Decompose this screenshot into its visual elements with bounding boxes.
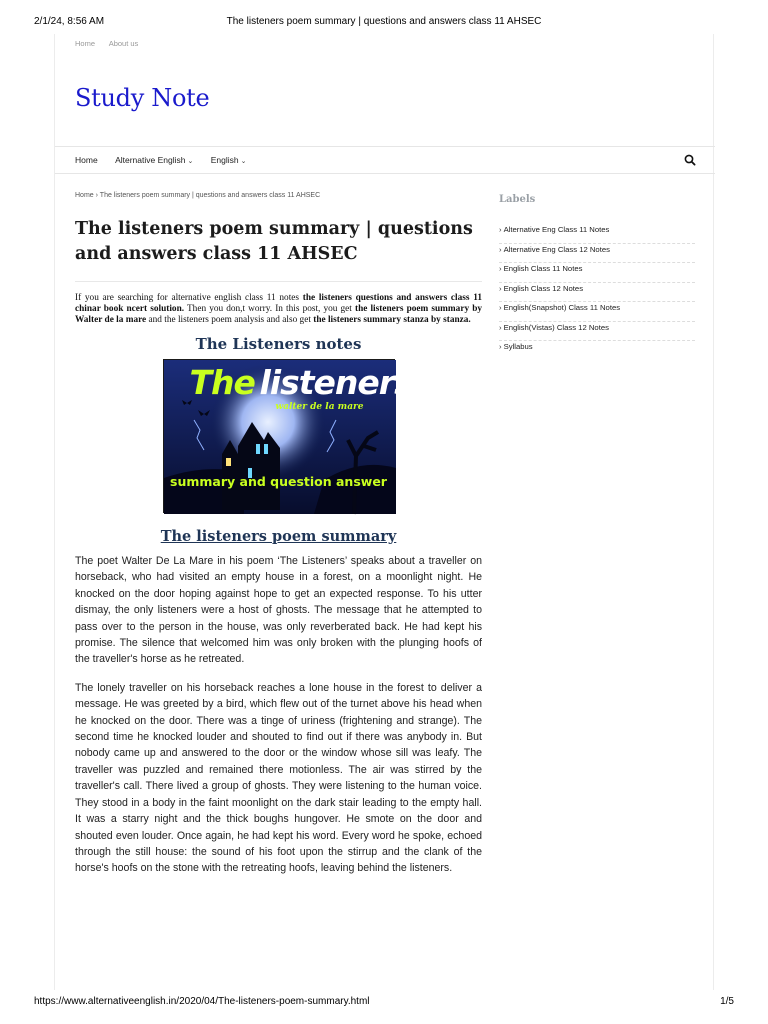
chevron-right-icon: › xyxy=(499,342,502,351)
chevron-down-icon: ⌄ xyxy=(187,158,194,165)
search-icon[interactable] xyxy=(683,153,697,167)
nav-item-alternative-english[interactable] xyxy=(115,155,193,165)
intro-keyword: the listeners summary stanza by stanza. xyxy=(313,315,471,325)
label-item[interactable] xyxy=(499,302,695,322)
label-item-text: English Class 11 Notes xyxy=(503,264,583,273)
print-footer xyxy=(0,996,768,1010)
nav-item-label: Home xyxy=(75,155,98,165)
cover-subtitle: summary and question answer xyxy=(170,474,387,489)
poem-cover-image xyxy=(163,359,413,513)
label-item[interactable] xyxy=(499,341,695,361)
label-item[interactable] xyxy=(499,244,695,264)
notes-heading: The Listeners notes xyxy=(195,335,362,353)
nav-item-label: English xyxy=(210,155,239,165)
sidebar-labels xyxy=(499,194,695,361)
chevron-right-icon: › xyxy=(499,322,502,332)
page-frame xyxy=(54,34,714,990)
chevron-right-icon: › xyxy=(499,303,502,312)
top-links xyxy=(75,39,150,48)
label-item-text: English(Snapshot) Class 11 Notes xyxy=(503,303,621,312)
intro-keyword: the listeners poem summary by Walter de la mare xyxy=(75,304,483,325)
intro-keyword: the listeners questions and answers class 11 chinar book ncert solution. xyxy=(75,293,482,314)
label-item-text: Alternative Eng Class 11 Notes xyxy=(503,225,610,234)
chevron-right-icon: › xyxy=(499,244,502,254)
chevron-down-icon: ⌄ xyxy=(240,158,247,165)
breadcrumb xyxy=(75,192,482,206)
site-brand[interactable]: Study Note xyxy=(75,84,210,112)
label-item[interactable] xyxy=(499,283,695,303)
breadcrumb-home[interactable]: Home xyxy=(75,192,94,199)
label-item[interactable] xyxy=(499,224,695,244)
cover-author: walter de la mare xyxy=(275,402,364,412)
intro-text: Then you don,t worry. In this post, you get xyxy=(184,304,355,314)
top-link-about[interactable]: About us xyxy=(108,39,139,48)
labels-list xyxy=(499,224,695,361)
print-doc-title: The listeners poem summary | questions and answers class 11 AHSEC xyxy=(226,16,542,27)
post-content xyxy=(75,192,482,877)
print-date: 2/1/24, 8:56 AM xyxy=(34,16,105,27)
breadcrumb-current: The listeners poem summary | questions and answers class 11 AHSEC xyxy=(99,192,321,199)
labels-heading: Labels xyxy=(499,194,536,205)
label-item-text: Syllabus xyxy=(503,342,533,351)
nav-item-home[interactable] xyxy=(75,155,98,165)
intro-text: and the listeners poem analysis and also get xyxy=(146,315,314,325)
intro-text: If you are searching for alternative english class 11 notes xyxy=(75,293,303,303)
chevron-right-icon: › xyxy=(499,264,502,273)
intro-paragraph xyxy=(75,293,482,326)
summary-paragraph-2: The lonely traveller on his horseback reaches a lone house in the forest to deliver a message. He was greeted by a bird, which flew out of the turnet above his head when he knocked on the door. There was a tinge of uriness (frightening and strange). The second time he knocked louder and shouted to find out if there was anybody in. But nobody came up and answered to the door or the window whose sill was leafy. The traveller was puzzled and remained there motionless. The air was stirred by the traveller's call. There lived a group of ghosts. They were listening to the human voice. They stood in a body in the faint moonlight on the dark stair leading to the empty hall. It was a starry night and the thick boughs hungover. He smote on the door and shouted even louder. Once again, he had kept his word. Every word he spoke, echoed through the still house: the sound of his foot upon the stirrup and the clank of the horse's hoofs on the stone with the retreating hoofs, leaving behind the listeners. xyxy=(75,681,482,875)
cover-title-listeners: listeners xyxy=(259,363,413,402)
chevron-right-icon: › xyxy=(499,225,502,234)
top-link-home[interactable]: Home xyxy=(75,39,96,48)
label-item[interactable] xyxy=(499,263,695,283)
nav-item-english[interactable] xyxy=(211,155,247,165)
label-item-text: English Class 12 Notes xyxy=(503,283,584,293)
main-nav xyxy=(55,146,715,174)
nav-item-label: Alternative English xyxy=(115,155,186,165)
breadcrumb-separator-icon: › xyxy=(95,192,100,199)
post-title: The listeners poem summary | questions and answers class 11 AHSEC xyxy=(75,219,473,264)
label-item-text: Alternative Eng Class 12 Notes xyxy=(503,244,610,254)
summary-paragraph-1: The poet Walter De La Mare in his poem ‘The Listeners’ speaks about a traveller on horseback, who had visited an empty house in a forest, on a moonlight night. He knocked on the door hoping against hope to get an expected response. To his utter dismay, the only listeners were a host of ghosts. The message that he attempted to pass over to the person in the house, was only reverberated back. He had kept his promise. The silence that welcomed him was only broken with the plunging hoofs of the traveller's horse as he retreated. xyxy=(75,555,482,666)
summary-heading: The listeners poem summary xyxy=(160,528,397,545)
cover-title-the: The xyxy=(189,363,255,402)
print-page-number: 1/5 xyxy=(720,996,734,1007)
label-item[interactable] xyxy=(499,322,695,342)
title-divider xyxy=(75,281,482,282)
chevron-right-icon: › xyxy=(499,283,502,293)
label-item-text: English(Vistas) Class 12 Notes xyxy=(503,322,609,332)
print-url: https://www.alternativeenglish.in/2020/04/The-listeners-poem-summary.html xyxy=(34,996,370,1007)
print-header xyxy=(0,16,768,30)
